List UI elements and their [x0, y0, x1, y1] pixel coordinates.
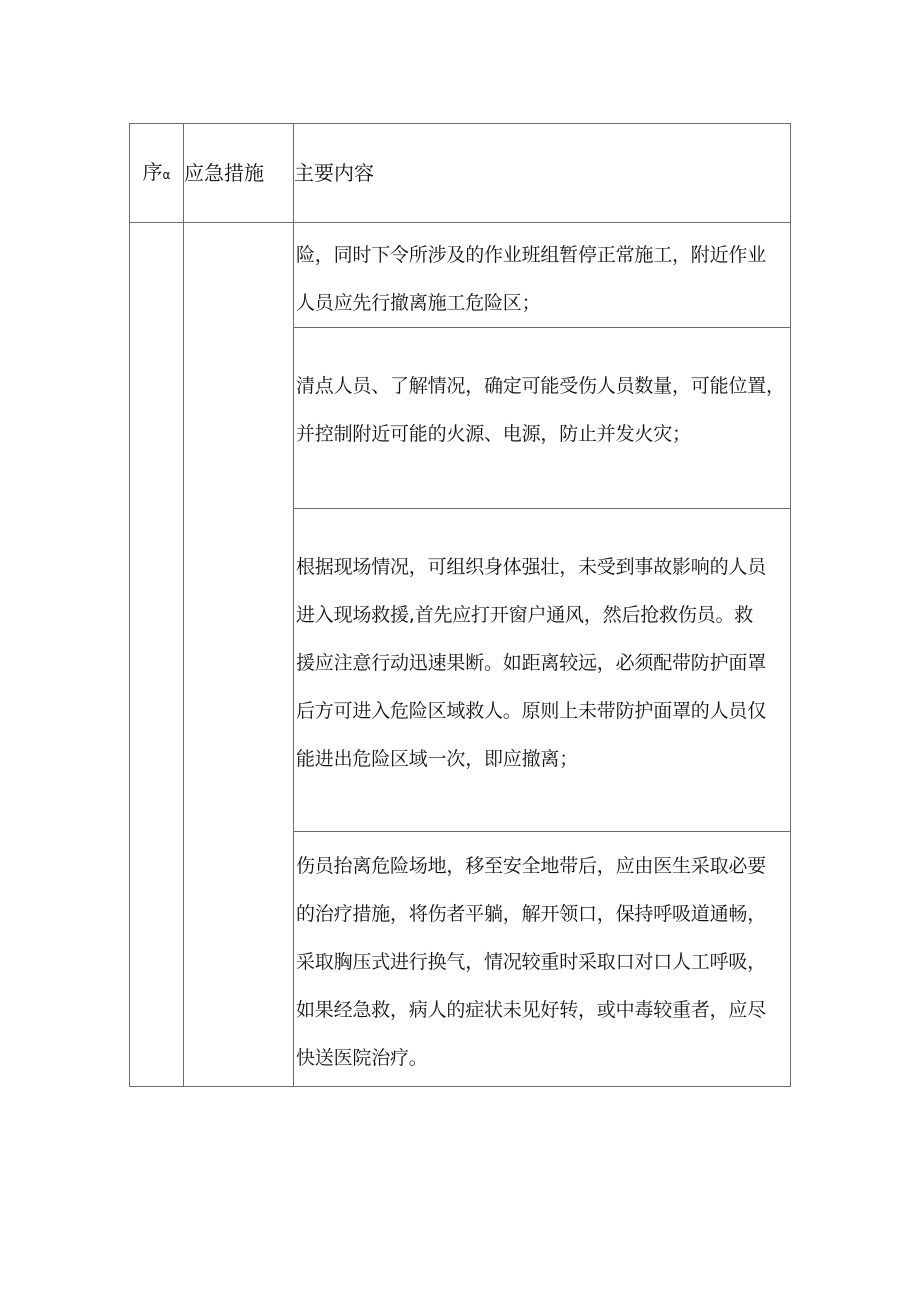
emergency-measures-table	[129, 123, 791, 1087]
content-cell	[294, 223, 791, 328]
content-line: 根据现场情况，可组织身体强壮，未受到事故影响的人员	[296, 556, 767, 578]
content-line: 快送医院治疗。	[296, 1047, 428, 1069]
content-line: 险，同时下令所涉及的作业班组暂停正常施工，附近作业	[296, 244, 767, 266]
header-seq-label: 序	[142, 159, 163, 184]
content-line: 人员应先行撤离施工危险区；	[296, 292, 541, 314]
header-seq	[130, 124, 184, 223]
content-cell	[294, 832, 791, 1087]
header-content: 主要内容	[294, 124, 791, 223]
seq-cell	[130, 223, 184, 1087]
content-cell	[294, 328, 791, 509]
content-line: 并控制附近可能的火源、电源，防止并发火灾；	[296, 423, 691, 445]
content-line: 能进出危险区域一次，即应撤离；	[296, 748, 579, 770]
header-seq-suffix: α	[162, 167, 171, 182]
content-line: 的治疗措施，将伤者平躺，解开领口，保持呼吸道通畅，	[296, 903, 767, 925]
content-line: 后方可进入危险区域救人。原则上未带防护面罩的人员仅	[296, 700, 767, 722]
content-line: 清点人员、了解情况，确定可能受伤人员数量，可能位置，	[296, 375, 785, 397]
content-line: 援应注意行动迅速果断。如距离较远，必须配带防护面罩	[296, 652, 767, 674]
content-line: 进入现场救援,首先应打开窗户通风，然后抢救伤员。救	[296, 604, 754, 626]
content-line: 如果经急救，病人的症状未见好转，或中毒较重者，应尽	[296, 999, 767, 1021]
measure-cell	[184, 223, 294, 1087]
content-cell	[294, 509, 791, 832]
table-header-row	[130, 124, 791, 223]
header-measure: 应急措施	[184, 124, 294, 223]
content-line: 伤员抬离危险场地，移至安全地带后，应由医生采取必要	[296, 855, 767, 877]
content-line: 采取胸压式进行换气，情况较重时采取口对口人工呼吸，	[296, 951, 767, 973]
table-row	[130, 223, 791, 328]
